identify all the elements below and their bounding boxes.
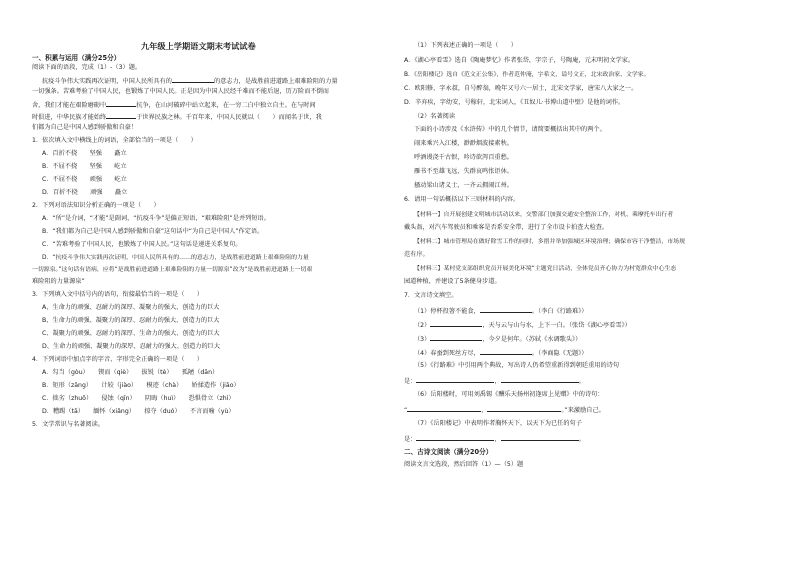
page-title: 九年级上学期语文期末考试试卷: [141, 41, 256, 51]
question-1-option-d[interactable]: D．百折不挠 顽强 矗立: [42, 189, 128, 196]
question-7-stem: 7．文言诗文填空。: [404, 292, 458, 299]
fill-blank-3: （3） ，今夕是何年。（苏轼《水调歌头》）: [414, 336, 582, 343]
question-2-option-d-cont: 一切源泉。”这句话有语病，应将“是战胜前进道路上艰难险阻的力量一切源泉”改为“是战胜前进道路上一切艰: [32, 267, 313, 273]
answer-blank[interactable]: [480, 306, 532, 313]
fill-blank-7-answer: 是： ， 。: [404, 436, 585, 443]
question-4-option-d[interactable]: D．糟踢（tā） 缅怀（xiǎng） 掠夺（duó） 不言而喻（yù）: [42, 408, 235, 415]
sub-question-2-instruction: 下面的小诗涉及《水浒传》中的几个情节，请简要概括出其中的两个。: [414, 126, 606, 133]
poem-line: 雁书不至雄飞远，失群哀鸣怅讵休。: [414, 168, 513, 175]
section-2-instruction: 阅读文言文选段，然后回答（1）—（5）题: [404, 461, 524, 468]
material-2: 【材料二】城市管理局在做好除雪工作的同时，多措并举加强城区环境治理；确保市容干净整洁，市场规: [414, 239, 685, 245]
fill-blank-7: （7）《岳阳楼记》中表明作者胸怀天下，以天下为已任的句子: [414, 420, 582, 427]
fill-blank-4: （4）春蚕到死丝方尽， 。（李商隐《无题》）: [414, 350, 588, 357]
answer-blank[interactable]: [430, 334, 482, 341]
passage-line: 舍，我们才能在艰险磨砺中 抗争，在山河破碎中站立起来，在一穷二白中独立自主。在与时间: [32, 102, 316, 109]
answer-blank[interactable]: [416, 434, 494, 441]
question-3-stem: 3．下列填入文中括号内的语句，衔接最恰当的一项是（ ）: [32, 291, 203, 298]
question-2-option-b[interactable]: B．“我们都为自己是中国人感到骄傲和自豪”这句话中“为自己是中国人”作定语。: [42, 228, 264, 235]
sub-question-1-option-a[interactable]: A．《湖心亭看雪》选自《陶庵梦忆》作者张岱，字宗子，号陶庵，元末明初文学家。: [404, 57, 635, 64]
answer-blank[interactable]: [501, 434, 579, 441]
question-2-option-d[interactable]: D．“抗疫斗争伟大实践再次证明，中国人民所具有的……的意志力，是战胜前进道路上艰难险阻的力量: [42, 255, 309, 261]
sub-question-1-option-b[interactable]: B．《岳阳楼记》选自《范文正公集》，作者范仲淹，字希文，谥号文正，北宋政治家、文学家。: [404, 72, 650, 78]
fill-blank-5-answer: 是： ， 。: [404, 378, 585, 385]
question-2-option-d-cont: 难险阻的力量源泉”: [32, 278, 85, 285]
punctuation: ，: [494, 378, 501, 385]
blank-line: [106, 112, 136, 119]
material-3: 【材料三】某村党支部组织党员开展美化环境“主题党日活动，全体党员齐心协力为村宽群众中心生态: [414, 266, 677, 272]
fill-blank-5: （5）《行路难》中引用两个典故，写出诗人仍希望重新得到朝廷重用的诗句: [414, 362, 620, 369]
fill-blank-6: （6）岳阳楼时，可用刘禹锡《酬乐天扬州初逢席上见赠》中的诗句：: [414, 391, 604, 398]
question-4-option-a[interactable]: A．勾当（gòu） 锲而（qiè） 拔锐（tè） 孤陋（dān）: [42, 369, 219, 376]
question-1-option-a[interactable]: A．百折不挠 坚强 矗立: [42, 150, 127, 157]
section-2-heading: 二、古诗文阅读（满分20分）: [404, 448, 493, 456]
answer-blank[interactable]: [480, 348, 532, 355]
punctuation: ，: [494, 436, 501, 443]
question-3-option-d[interactable]: D、生命力的顽强、凝聚力的深厚、忍耐力的强大、创造力的巨大: [42, 343, 221, 350]
punctuation: 。: [578, 436, 585, 443]
punctuation: 。: [578, 378, 585, 385]
passage-line: 时俱进，中华民族才能始终 于世界民族之林。千百年来，中国人民就以（ ）而闻名于世，我: [32, 114, 322, 121]
question-1-stem: 1．依次填入文中横线上的词语，全部恰当的一项是（ ）: [32, 137, 197, 144]
blank-line: [172, 76, 214, 83]
material-1-cont: 戴头盔，对汽车驾驶员和乘客是否系安全带，进行了全市设卡拍查大检查。: [404, 224, 609, 231]
question-3-option-a[interactable]: A、生命力的顽强、忍耐力的深厚、凝聚力的强大、创造力的巨大: [42, 304, 220, 311]
answer-blank[interactable]: [501, 376, 579, 383]
reading-instruction: 阅读下面的语段，完成（1）-（3）题。: [32, 64, 142, 71]
question-1-option-c[interactable]: C．不屈不挠 顽强 屹立: [42, 176, 127, 183]
sub-question-1-stem: （1）下列表述正确的一项是（ ）: [414, 42, 517, 49]
material-3-cont: 园道种植，并建设了5条健身步道。: [404, 278, 501, 285]
question-2-option-c[interactable]: C．“苦难考验了中国人民，也锻炼了中国人民。”这句话是递进关系复句。: [42, 241, 242, 248]
fill-blank-1: （1）停杯投箸不能食， 。（李白《行路难》）: [414, 308, 588, 315]
poem-line: 呼酒谩浇千古恨，吟诗欲泻百重愁。: [414, 154, 513, 161]
sub-question-2-heading: （2）名著阅读: [414, 113, 456, 120]
answer-blank[interactable]: [487, 405, 561, 412]
question-4-stem: 4．下列词语中加点字的字音、字形完全正确的一项是（ ）: [32, 356, 203, 363]
answer-blank[interactable]: [407, 405, 481, 412]
question-4-option-c[interactable]: C．拙劣（zhuō） 侵蚀（qīn） 阴晦（huì） 恐惧骨立（zhì）: [42, 395, 235, 402]
material-2-cont: 范有序。: [404, 251, 429, 258]
question-2-stem: 2．下列对语法知识分析正确的一项是（ ）: [32, 202, 160, 209]
fill-blank-2: （2） ，天与云与山与水，上下一白。（张岱《湖心亭看雪》）: [414, 322, 631, 329]
question-6-stem: 6．请用一句话概括以下三则材料的内容。: [404, 196, 520, 203]
poem-line: 搔动梁山诸义士，一齐云拥闹江州。: [414, 182, 513, 189]
question-2-option-a[interactable]: A．“所”是介词，“才能”是副词，“抗疫斗争”是偏正短语，“艰难险阻”是并列短语。: [42, 215, 270, 222]
poem-line: 闹来乘兴入江楼，渺渺烟波接素秋。: [414, 140, 513, 147]
passage-line: 抗疫斗争伟大实践再次证明，中国人民所具有的 的意志力，是战胜前进道路上艰难险阻的力量: [42, 78, 338, 85]
sub-question-1-option-c[interactable]: C．欧阳修，字永叔，自号醉翁，晚年又号六一居士，北宋文学家，唐宋八大家之一。: [404, 85, 638, 92]
fill-blank-6-answer: “ ， 。”来激励自己。: [404, 407, 605, 414]
question-1-option-b[interactable]: B．不屈不挠 坚强 屹立: [42, 163, 127, 170]
question-4-option-b[interactable]: B．矩形（zāng） 计较（jiào） 模迹（chà） 娇揉造作（jiāo）: [42, 382, 240, 389]
sub-question-1-option-d[interactable]: D．辛弃疾，字幼安，号稼轩，北宋词人，《丑奴儿·书博山道中壁》是他的词作。: [404, 99, 625, 106]
answer-blank[interactable]: [430, 320, 482, 327]
answer-blank[interactable]: [416, 376, 494, 383]
passage-line: 们都为自己是中国人感到骄傲和自豪！: [32, 124, 138, 131]
section-1-heading: 一、积累与运用（满分25分）: [32, 54, 121, 62]
question-5-stem: 5．文学常识与名著阅读。: [32, 421, 104, 428]
blank-line: [106, 100, 136, 107]
question-3-option-b[interactable]: B、生命力的顽强、凝聚力的深厚、忍耐力的强大、创造力的巨大: [42, 317, 220, 324]
question-3-option-c[interactable]: C、凝聚力的顽强、忍耐力的深厚、生命力的强大、创造力的巨大: [42, 330, 220, 337]
material-1: 【材料一】自开展创建文明城市活动以来，交警部门加强交通安全整治工作，对机、乘摩托车出行者: [414, 212, 674, 218]
passage-line: 一切强条。苦难考验了中国人民，也锻炼了中国人民。正是因为中国人民经千难而不能后退，历万险而不倒而: [32, 88, 329, 95]
